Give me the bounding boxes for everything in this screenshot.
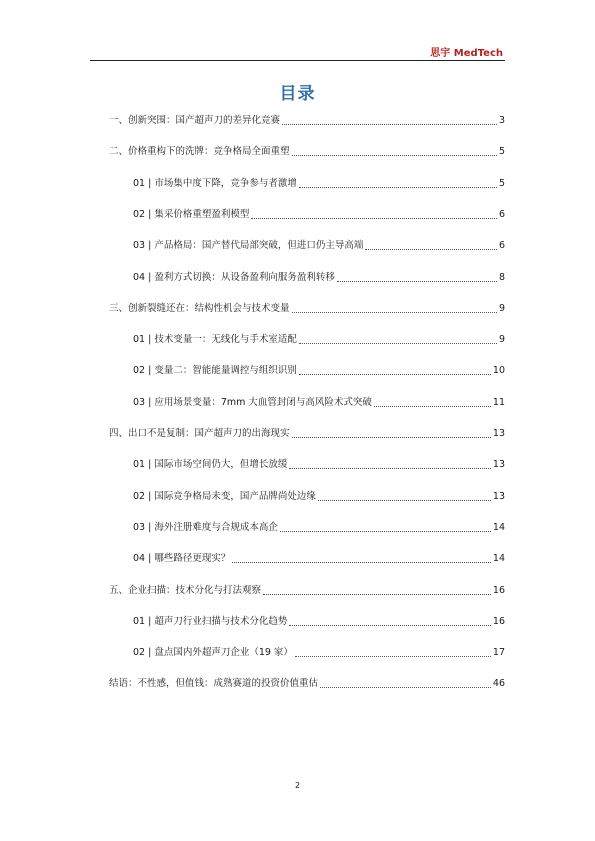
toc-entry-title: 02 | 盘点国内外超声刀企业（19 家） xyxy=(133,647,293,659)
toc-dot-leader xyxy=(299,374,491,375)
toc-dot-leader xyxy=(289,625,491,626)
toc-entry-page-number: 9 xyxy=(498,334,505,346)
toc-entry-title: 五、企业扫描：技术分化与打法观察 xyxy=(109,584,262,596)
toc-entry-page-number: 46 xyxy=(492,678,505,690)
toc-title: 目录 xyxy=(279,84,316,104)
toc-dot-leader xyxy=(299,343,497,344)
toc-section-entry[interactable] xyxy=(109,677,505,691)
page-number: 2 xyxy=(294,781,301,790)
toc-entry-page-number: 6 xyxy=(498,208,505,220)
toc-section-entry[interactable] xyxy=(109,584,505,598)
toc-entry-title: 02 | 国际竞争格局未变，国产品牌尚处边缘 xyxy=(133,490,316,502)
toc-subsection-entry[interactable] xyxy=(133,646,505,660)
toc-dot-leader xyxy=(282,124,497,125)
toc-subsection-entry[interactable] xyxy=(133,490,505,504)
toc-subsection-entry[interactable] xyxy=(133,239,505,253)
toc-entry-page-number: 16 xyxy=(492,584,505,596)
toc-dot-leader xyxy=(337,281,497,282)
toc-dot-leader xyxy=(320,687,491,688)
toc-entry-title: 04 | 哪些路径更现实？ xyxy=(133,553,231,565)
toc-subsection-entry[interactable] xyxy=(133,364,505,378)
toc-entry-page-number: 14 xyxy=(492,521,505,533)
toc-entry-page-number: 8 xyxy=(498,271,505,283)
toc-entry-title: 04 | 盈利方式切换：从设备盈利向服务盈利转移 xyxy=(133,271,335,283)
toc-entry-page-number: 6 xyxy=(498,240,505,252)
toc-dot-leader xyxy=(299,187,497,188)
toc-subsection-entry[interactable] xyxy=(133,521,505,535)
toc-section-entry[interactable] xyxy=(109,145,505,159)
toc-entry-title: 03 | 海外注册难度与合规成本高企 xyxy=(133,521,278,533)
toc-dot-leader xyxy=(251,218,497,219)
toc-entry-page-number: 5 xyxy=(498,146,505,158)
toc-dot-leader xyxy=(280,531,491,532)
toc-subsection-entry[interactable] xyxy=(133,333,505,347)
toc-entry-title: 02 | 集采价格重塑盈利模型 xyxy=(133,208,250,220)
toc-dot-leader xyxy=(295,656,491,657)
header-brand-logo: 思宇 MedTech xyxy=(430,48,503,59)
toc-entry-title: 一、创新突围：国产超声刀的差异化竞赛 xyxy=(109,115,281,126)
toc-entry-title: 02 | 变量二：智能能量调控与组织识别 xyxy=(133,365,297,377)
toc-entry-title: 二、价格重构下的洗牌：竞争格局全面重塑 xyxy=(109,146,290,158)
toc-entry-title: 三、创新裂缝还在：结构性机会与技术变量 xyxy=(109,302,290,314)
toc-section-entry[interactable] xyxy=(109,302,505,316)
toc-section-entry[interactable] xyxy=(109,427,505,441)
toc-subsection-entry[interactable] xyxy=(133,396,505,410)
toc-entry-page-number: 11 xyxy=(492,396,505,408)
toc-subsection-entry[interactable] xyxy=(133,177,505,191)
toc-entry-page-number: 13 xyxy=(492,428,505,439)
toc-entry-title: 01 | 国际市场空间仍大，但增长放缓 xyxy=(133,459,288,471)
toc-entry-page-number: 10 xyxy=(492,365,505,377)
toc-subsection-entry[interactable] xyxy=(133,208,505,222)
toc-entry-title: 四、出口不是复制：国产超声刀的出海现实 xyxy=(109,428,290,439)
toc-entry-page-number: 9 xyxy=(498,302,505,314)
toc-entry-page-number: 16 xyxy=(492,615,505,627)
toc-entry-title: 03 | 应用场景变量：7mm 大血管封闭与高风险术式突破 xyxy=(133,396,372,408)
toc-entry-page-number: 3 xyxy=(498,115,505,126)
toc-entry-title: 01 | 超声刀行业扫描与技术分化趋势 xyxy=(133,615,288,627)
toc-entry-page-number: 13 xyxy=(492,459,505,471)
toc-dot-leader xyxy=(292,437,491,438)
header-divider xyxy=(90,60,505,61)
toc-dot-leader xyxy=(292,312,497,313)
toc-entry-page-number: 14 xyxy=(492,553,505,565)
toc-dot-leader xyxy=(263,594,491,595)
toc-dot-leader xyxy=(365,249,497,250)
toc-dot-leader xyxy=(292,155,497,156)
toc-entry-title: 结语：不性感，但值钱：成熟赛道的投资价值重估 xyxy=(109,678,319,690)
toc-subsection-entry[interactable] xyxy=(133,458,505,472)
toc-dot-leader xyxy=(289,468,491,469)
toc-dot-leader xyxy=(374,406,491,407)
toc-section-entry[interactable] xyxy=(109,114,505,128)
toc-subsection-entry[interactable] xyxy=(133,615,505,629)
toc-entry-title: 01 | 市场集中度下降，竞争参与者激增 xyxy=(133,177,297,189)
toc-entry-title: 03 | 产品格局：国产替代局部突破，但进口仍主导高端 xyxy=(133,240,364,252)
toc-entry-title: 01 | 技术变量一：无线化与手术室适配 xyxy=(133,334,297,346)
toc-subsection-entry[interactable] xyxy=(133,271,505,285)
toc-subsection-entry[interactable] xyxy=(133,552,505,566)
toc-entry-page-number: 5 xyxy=(498,177,505,189)
toc-dot-leader xyxy=(232,562,491,563)
toc-entry-page-number: 17 xyxy=(492,647,505,659)
toc-dot-leader xyxy=(318,500,491,501)
toc-entry-page-number: 13 xyxy=(492,490,505,502)
